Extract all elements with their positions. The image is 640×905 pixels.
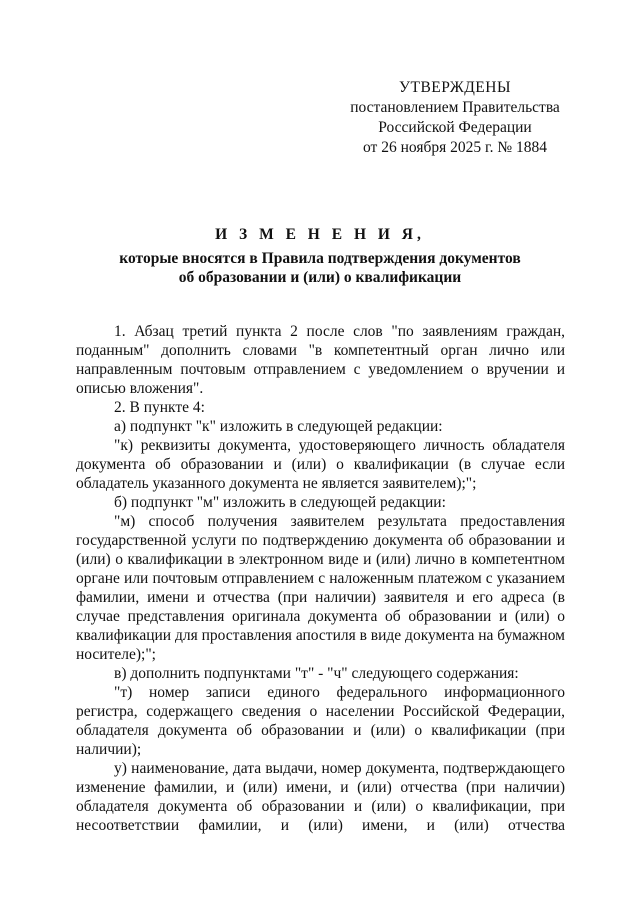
paragraph-3: а) подпункт "к" изложить в следующей редакции: [114, 418, 443, 435]
paragraph-2: 2. В пункте 4: [114, 399, 205, 416]
document-title: И З М Е Н Е Н И Я, [215, 226, 425, 243]
paragraph-4: "к) реквизиты документа, удостоверяющего личность обладателя документа об образовании и (или) о квалификации (в случае если обладатель указанного документа не является заявителем);"; [76, 437, 565, 492]
approval-heading: УТВЕРЖДЕНЫ [399, 79, 511, 96]
approval-stamp [340, 78, 570, 158]
subtitle-line-2: об образовании и (или) о квалификации [178, 269, 462, 286]
paragraph-7: в) дополнить подпунктами "т" - "ч" следующего содержания: [114, 665, 519, 682]
paragraph-6: "м) способ получения заявителем результата предоставления государственной услуги по подтверждению документа об образовании и (или) о квалификации в электронном виде и (или) лично в компетентном органе или почтовым отправлением с наложенным платежом с указанием фамилии, имени и отчества (при наличии) заявителя и его адреса (в случае представления оригинала документа об образовании и (или) о квалификации для проставления апостиля в виде документа на бумажном носителе);"; [76, 513, 565, 663]
document-subtitle [0, 249, 640, 287]
approval-line-2: Российской Федерации [378, 119, 532, 136]
approval-line-3: от 26 ноября 2025 г. № 1884 [363, 139, 547, 156]
paragraph-5: б) подпункт "м" изложить в следующей редакции: [114, 494, 446, 511]
paragraph-9: у) наименование, дата выдачи, номер документа, подтверждающего изменение фамилии, и (или) имени, и (или) отчества (при наличии) обладателя документа об образовании и (или) о квалификации, при несоответствии фамилии, и (или) имени, и (или) отчества [76, 760, 565, 834]
subtitle-line-1: которые вносятся в Правила подтверждения документов [119, 250, 521, 267]
paragraph-1: 1. Абзац третий пункта 2 после слов "по заявлениям граждан, поданным" дополнить словами "в компетентный орган лично или направленным почтовым отправлением с уведомлением о вручении и описью вложения". [76, 323, 565, 397]
paragraph-8: "т) номер записи единого федерального информационного регистра, содержащего сведения о населении Российской Федерации, обладателя документа об образовании и (или) о квалификации (при наличии); [76, 684, 565, 758]
approval-line-1: постановлением Правительства [350, 99, 560, 116]
document-body [76, 322, 565, 835]
